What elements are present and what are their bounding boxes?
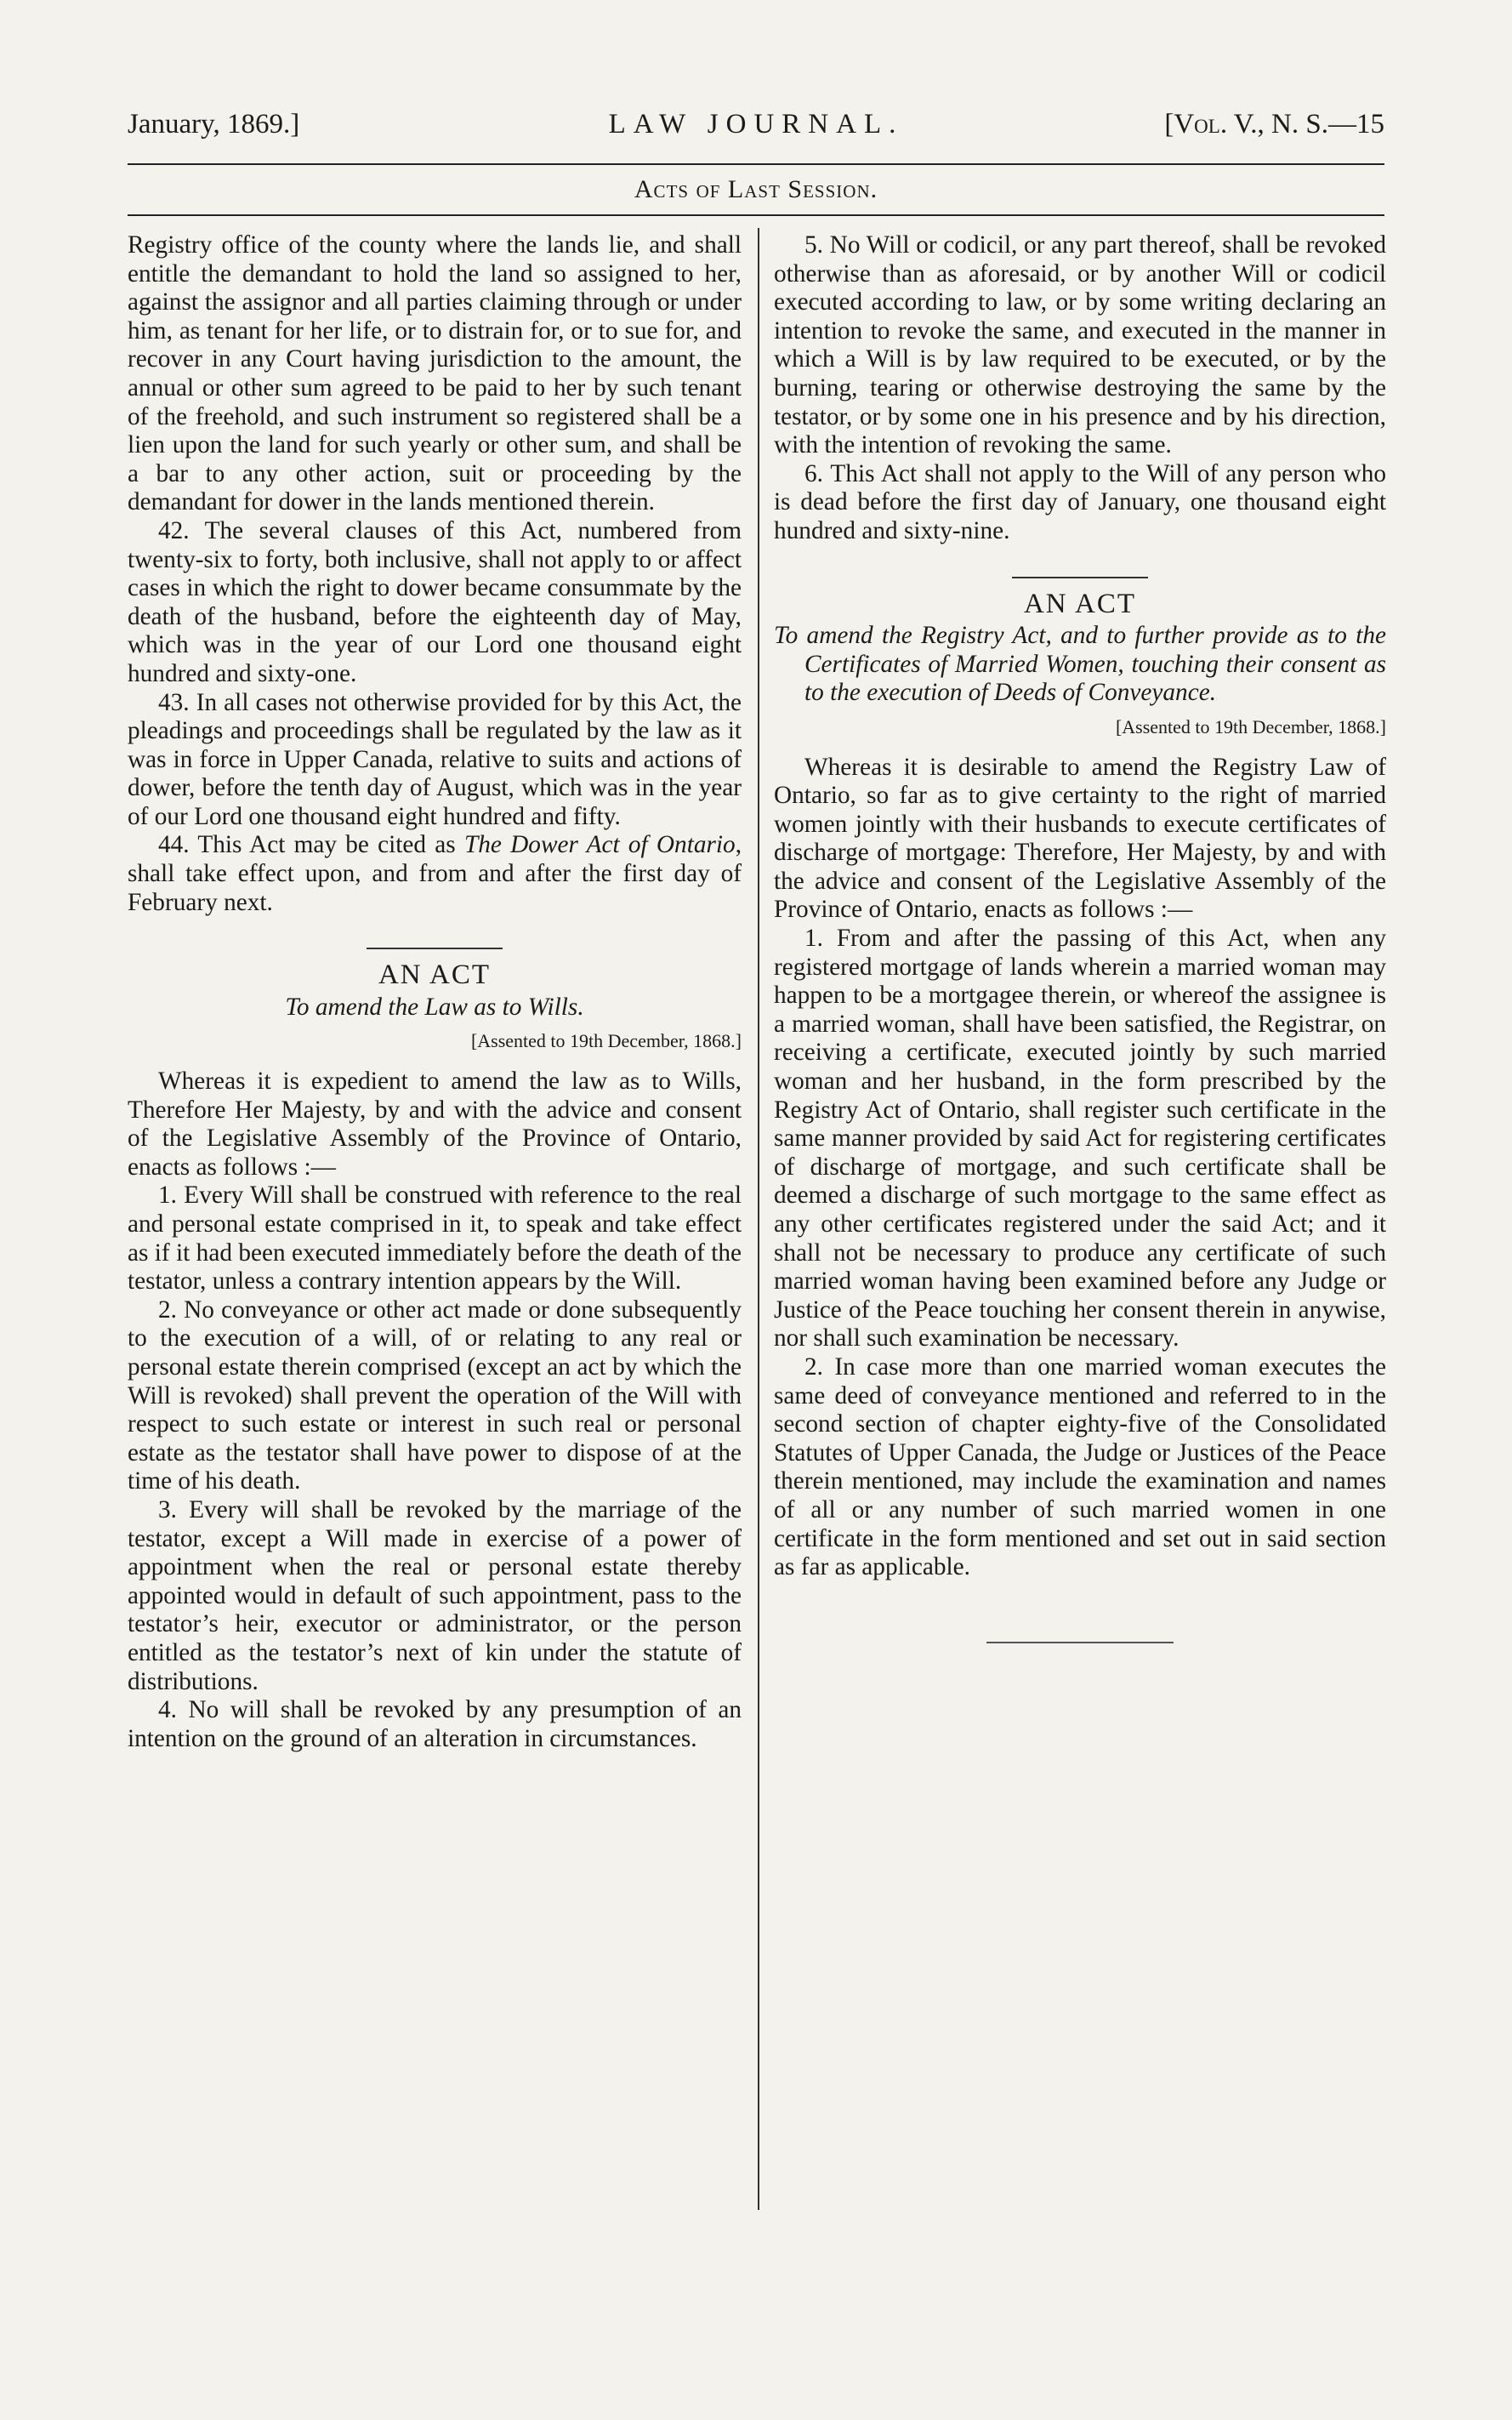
header-rule-bottom [128, 214, 1384, 216]
registry-section-2: 2. In case more than one married woman executes the same deed of conveyance mentioned and referred to in the second section of chapter eighty-five of the Consolidated Statutes of Upper Canada, the Judge or Justices of the Peace therein mentioned, may include the examination and names of all or any number of such married women in one certificate in the form mentioned and set out in said section as far as applicable. [774, 1352, 1386, 1581]
left-column [128, 231, 742, 1753]
act-separator [1012, 577, 1148, 578]
section-44-text-end: , shall take effect upon, and from and after the first day of February next. [128, 831, 742, 916]
assent-date: [Assented to 19th December, 1868.] [470, 1030, 742, 1052]
page-header [128, 109, 1384, 151]
end-rule [986, 1642, 1174, 1643]
act-subtitle: To amend the Law as to Wills. [285, 993, 584, 1021]
paragraph-continued: Registry office of the county where the lands lie, and shall entitle the demandant to hold the land so assigned to her, against the assignor and all parties claiming through or under him, as tenant for her life, or to distrain for, or to sue for, and recover in any Court having jurisdiction to the amount, the annual or other sum agreed to be paid to her by such tenant of the freehold, and such instrument so registered shall be a lien upon the land for such yearly or other sum, and shall be a bar to any other action, suit or proceeding by the demandant for dower in the lands mentioned therein. [128, 231, 742, 516]
wills-section-4: 4. No will shall be revoked by any presumption of an intention on the ground of an alteration in circumstances. [128, 1696, 742, 1752]
section-42: 42. The several clauses of this Act, numbered from twenty-six to forty, both inclusive, shall not apply to or affect cases in which the right to dower became consummate by the death of the husband, before the eighteenth day of May, which was in the year of our Lord one thousand eight hundred and sixty-one. [128, 516, 742, 687]
wills-section-6: 6. This Act shall not apply to the Will of any person who is dead before the first day of January, one thousand eight hundred and sixty-nine. [774, 459, 1386, 544]
header-date: January, 1869.] [128, 109, 300, 140]
section-43: 43. In all cases not otherwise provided for by this Act, the pleadings and proceedings shall be regulated by the law as it was in force in Upper Canada, relative to suits and actions of dower, before the tenth day of August, which was in the year of our Lord one thousand eight hundred and fifty. [128, 688, 742, 830]
section-44 [128, 831, 742, 917]
registry-section-1: 1. From and after the passing of this Act, when any registered mortgage of lands wherein a married woman may happen to be a mortgagee therein, or whereof the assignee is a married woman, shall have been satisfied, the Registrar, on receiving a certificate, executed jointly by such married woman and her husband, in the form prescribed by the Registry Act of Ontario, shall register such certificate in the same manner provided by said Act for registering certificates of discharge of mortgage, and such certificate shall be deemed a discharge of such mortgage to the same effect as any other certificates registered under the said Act; and it shall not be necessary to produce any certificate of such married woman having been examined before any Judge or Justice of the Peace touching her consent therein in anywise, nor shall such examination be necessary. [774, 925, 1386, 1352]
right-column [774, 231, 1386, 1643]
preamble: Whereas it is desirable to amend the Registry Law of Ontario, so far as to give certainty to the right of married women jointly with their husbands to execute certificates of discharge of mortgage: Therefore, Her Majesty, by and with the advice and consent of the Legislative Assembly of the Province of Ontario, enacts as follows :— [774, 753, 1386, 924]
wills-section-2: 2. No conveyance or other act made or done subsequently to the execution of a will, of or relating to any real or personal estate therein comprised (except an act by which the Will is revoked) shall prevent the operation of the Will with respect to such estate or interest in such real or personal estate as the testator shall have power to dispose of at the time of his death. [128, 1295, 742, 1495]
journal-title: LAW JOURNAL. [608, 109, 904, 140]
header-volume: [Vol. V., N. S.—15 [1164, 109, 1384, 140]
section-44-act-name: The Dower Act of Ontario [463, 831, 736, 859]
column-divider [758, 228, 759, 2210]
preamble: Whereas it is expedient to amend the law as to Wills, Therefore Her Majesty, by and with the advice and consent of the Legislative Assembly of the Province of Ontario, enacts as follows :— [128, 1068, 742, 1181]
act-subtitle: To amend the Registry Act, and to further provide as to the Certificates of Married Women, touching their consent as to the execution of Deeds of Conveyance. [774, 622, 1386, 707]
act-heading: AN ACT [378, 959, 492, 991]
wills-section-3: 3. Every will shall be revoked by the marriage of the testator, except a Will made in exercise of a power of appointment when the real or personal estate thereby appointed would in default of such appointment, pass to the testator’s heir, executor or administrator, or the person entitled as the testator’s next of kin under the statute of distributions. [128, 1495, 742, 1695]
wills-section-5: 5. No Will or codicil, or any part thereof, shall be revoked otherwise than as aforesaid, or by another Will or codicil executed according to law, or by some writing declaring an intention to revoke the same, and executed in the manner in which a Will is by law required to be executed, or by the burning, tearing or otherwise destroying the same by the testator, or by some one in his presence and by his direction, with the intention of revoking the same. [774, 231, 1386, 459]
act-separator [367, 948, 503, 949]
section-44-text: 44. This Act may be cited as [158, 831, 464, 859]
section-title: Acts of Last Session. [634, 175, 878, 203]
wills-section-1: 1. Every Will shall be construed with reference to the real and personal estate comprised in it, to speak and take effect as if it had been executed immediately before the death of the testator, unless a contrary intention appears by the Will. [128, 1182, 742, 1295]
act-heading: AN ACT [1023, 588, 1137, 619]
header-rule-top [128, 163, 1384, 165]
assent-date: [Assented to 19th December, 1868.] [1115, 715, 1386, 737]
